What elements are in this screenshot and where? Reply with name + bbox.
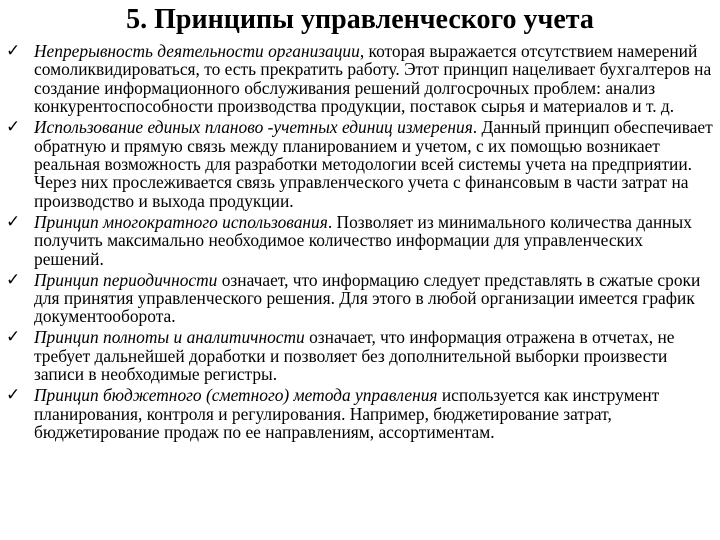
principle-description: означает, что информацию следует представлять в сжатые сроки для принятия управленческого решения. Для этого в любой организации имеется график документооборота. bbox=[34, 269, 701, 327]
principle-term: Принцип многократного использования bbox=[34, 211, 328, 232]
list-item bbox=[6, 386, 714, 441]
principles-list bbox=[6, 42, 714, 444]
list-item bbox=[6, 271, 714, 326]
principle-term: Непрерывность деятельности организации bbox=[34, 41, 360, 61]
checkmark-icon: ✓ bbox=[6, 211, 21, 232]
list-item bbox=[6, 328, 714, 383]
list-item bbox=[6, 118, 714, 210]
checkmark-icon: ✓ bbox=[6, 41, 21, 61]
principle-term: Принцип периодичности bbox=[34, 269, 218, 290]
principle-term: Принцип бюджетного (сметного) метода управления bbox=[34, 385, 438, 406]
slide-title: 5. Принципы управленческого учета bbox=[126, 4, 594, 35]
principle-description: . Данный принцип обеспечивает обратную и прямую связь между планированием и учетом, с их помощью возникает реальная возможность для разработки методологии всей системы учета на предприятии. Через них прослеживается связь управленческого учета с финансовым в части затрат на производство и выхода продукции. bbox=[34, 117, 713, 211]
checkmark-icon: ✓ bbox=[6, 385, 21, 406]
checkmark-icon: ✓ bbox=[6, 117, 21, 138]
checkmark-icon: ✓ bbox=[6, 269, 21, 290]
principle-description: , которая выражается отсутствием намерений сомоликвидироваться, то есть прекратить работу. Этот принцип нацеливает бухгалтеров на создание информационного обслуживания решений долгосрочных проблем: анализ конкурентоспособности производства продукции, поставок сырья и материалов и т. д. bbox=[34, 41, 712, 117]
principle-description: используется как инструмент планирования, контроля и регулирования. Например, бюджетирование затрат, бюджетирование продаж по ее направлениям, ассортиментам. bbox=[34, 385, 660, 443]
principle-description: . Позволяет из минимального количества данных получить максимально необходимое количество информации для управленческих решений. bbox=[34, 211, 692, 269]
list-item bbox=[6, 213, 714, 268]
principle-term: Принцип полноты и аналитичности bbox=[34, 327, 305, 348]
principle-description: означает, что информация отражена в отчетах, не требует дальнейшей доработки и позволяет без дополнительной выборки произвести записи в необходимые регистры. bbox=[34, 327, 675, 385]
principle-term: Использование единых планово -учетных единиц измерения bbox=[34, 117, 473, 138]
list-item bbox=[6, 42, 714, 116]
checkmark-icon: ✓ bbox=[6, 327, 21, 348]
